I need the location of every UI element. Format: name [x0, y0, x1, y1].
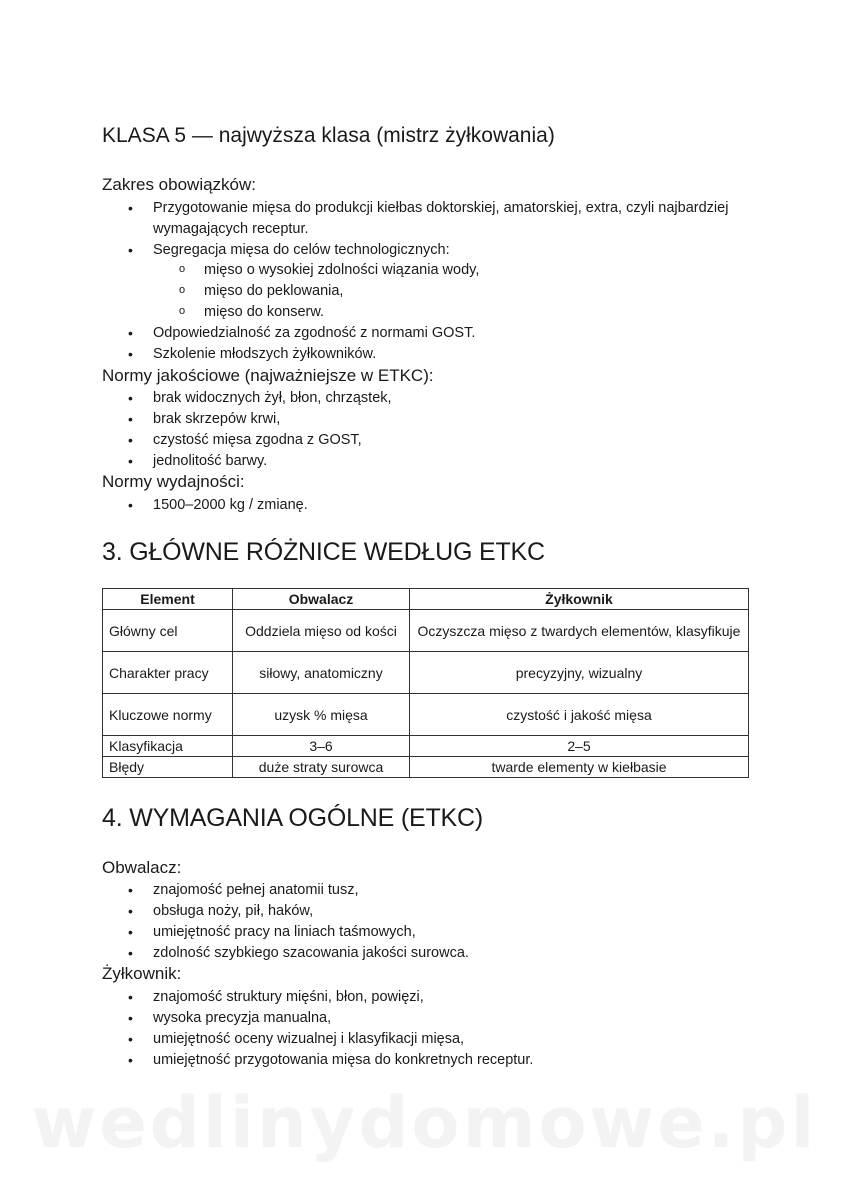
table-cell: czystość i jakość mięsa [410, 694, 749, 736]
list-item: • 1500–2000 kg / zmianę. [102, 495, 742, 516]
table-cell: Klasyfikacja [103, 736, 233, 757]
list-item: • umiejętność oceny wizualnej i klasyfikacji mięsa, [102, 1029, 742, 1050]
list-item: • obsługa noży, pił, haków, [102, 901, 742, 922]
list-item: • zdolność szybkiego szacowania jakości surowca. [102, 943, 742, 964]
table-cell: twarde elementy w kiełbasie [410, 757, 749, 778]
list-item: • znajomość struktury mięśni, błon, powięzi, [102, 987, 742, 1008]
zakres-heading: Zakres obowiązków: [102, 175, 257, 194]
list-item: • Przygotowanie mięsa do produkcji kiełbas doktorskiej, amatorskiej, extra, czyli najbardziej wymagających receptur. [102, 198, 742, 240]
section3-heading: 3. GŁÓWNE RÓŻNICE WEDŁUG ETKC [102, 538, 545, 566]
table-cell: uzysk % mięsa [233, 694, 410, 736]
sublist-item: o mięso do konserw. [102, 302, 742, 323]
normy-jakosc-list [102, 388, 742, 472]
table-cell: siłowy, anatomiczny [233, 652, 410, 694]
table-cell: Główny cel [103, 610, 233, 652]
table-cell: Charakter pracy [103, 652, 233, 694]
zakres-list [102, 198, 742, 261]
table-row [103, 652, 749, 694]
table-row [103, 694, 749, 736]
table-cell: duże straty surowca [233, 757, 410, 778]
column-header: Obwalacz [233, 589, 410, 610]
normy-wyd-heading: Normy wydajności: [102, 472, 245, 491]
sublist-item: o mięso o wysokiej zdolności wiązania wody, [102, 260, 742, 281]
obwalacz-heading: Obwalacz: [102, 858, 182, 877]
column-header: Żyłkownik [410, 589, 749, 610]
obwalacz-list [102, 880, 742, 964]
list-item: • Segregacja mięsa do celów technologicznych: [102, 240, 742, 261]
table-cell: Oddziela mięso od kości [233, 610, 410, 652]
sublist-item: o mięso do peklowania, [102, 281, 742, 302]
zylkownik-list [102, 987, 742, 1071]
table-cell: 3–6 [233, 736, 410, 757]
column-header: Element [103, 589, 233, 610]
normy-wyd-list [102, 495, 742, 516]
table-row [103, 610, 749, 652]
normy-jakosc-heading: Normy jakościowe (najważniejsze w ETKC): [102, 366, 434, 385]
list-item: • wysoka precyzja manualna, [102, 1008, 742, 1029]
list-item: • umiejętność pracy na liniach taśmowych, [102, 922, 742, 943]
table-header-row [103, 589, 749, 610]
table-cell: Błędy [103, 757, 233, 778]
zylkownik-heading: Żyłkownik: [102, 964, 182, 983]
list-item: • umiejętność przygotowania mięsa do konkretnych receptur. [102, 1050, 742, 1071]
comparison-table [102, 588, 749, 778]
list-item: • brak widocznych żył, błon, chrząstek, [102, 388, 742, 409]
list-item: • znajomość pełnej anatomii tusz, [102, 880, 742, 901]
section4-heading: 4. WYMAGANIA OGÓLNE (ETKC) [102, 804, 483, 832]
list-item: • Szkolenie młodszych żyłkowników. [102, 344, 742, 365]
table-cell: Kluczowe normy [103, 694, 233, 736]
watermark: wedlinydomowe.pl [31, 1082, 818, 1164]
zakres-sublist [102, 260, 742, 323]
table-row [103, 736, 749, 757]
list-item: • Odpowiedzialność za zgodność z normami GOST. [102, 323, 742, 344]
table-row [103, 757, 749, 778]
list-item: • czystość mięsa zgodna z GOST, [102, 430, 742, 451]
list-item: • jednolitość barwy. [102, 451, 742, 472]
table-cell: Oczyszcza mięso z twardych elementów, klasyfikuje [410, 610, 749, 652]
table-cell: precyzyjny, wizualny [410, 652, 749, 694]
zakres-list-continued [102, 323, 742, 365]
table-cell: 2–5 [410, 736, 749, 757]
list-item: • brak skrzepów krwi, [102, 409, 742, 430]
klasa5-heading: KLASA 5 — najwyższa klasa (mistrz żyłkowania) [102, 124, 555, 147]
